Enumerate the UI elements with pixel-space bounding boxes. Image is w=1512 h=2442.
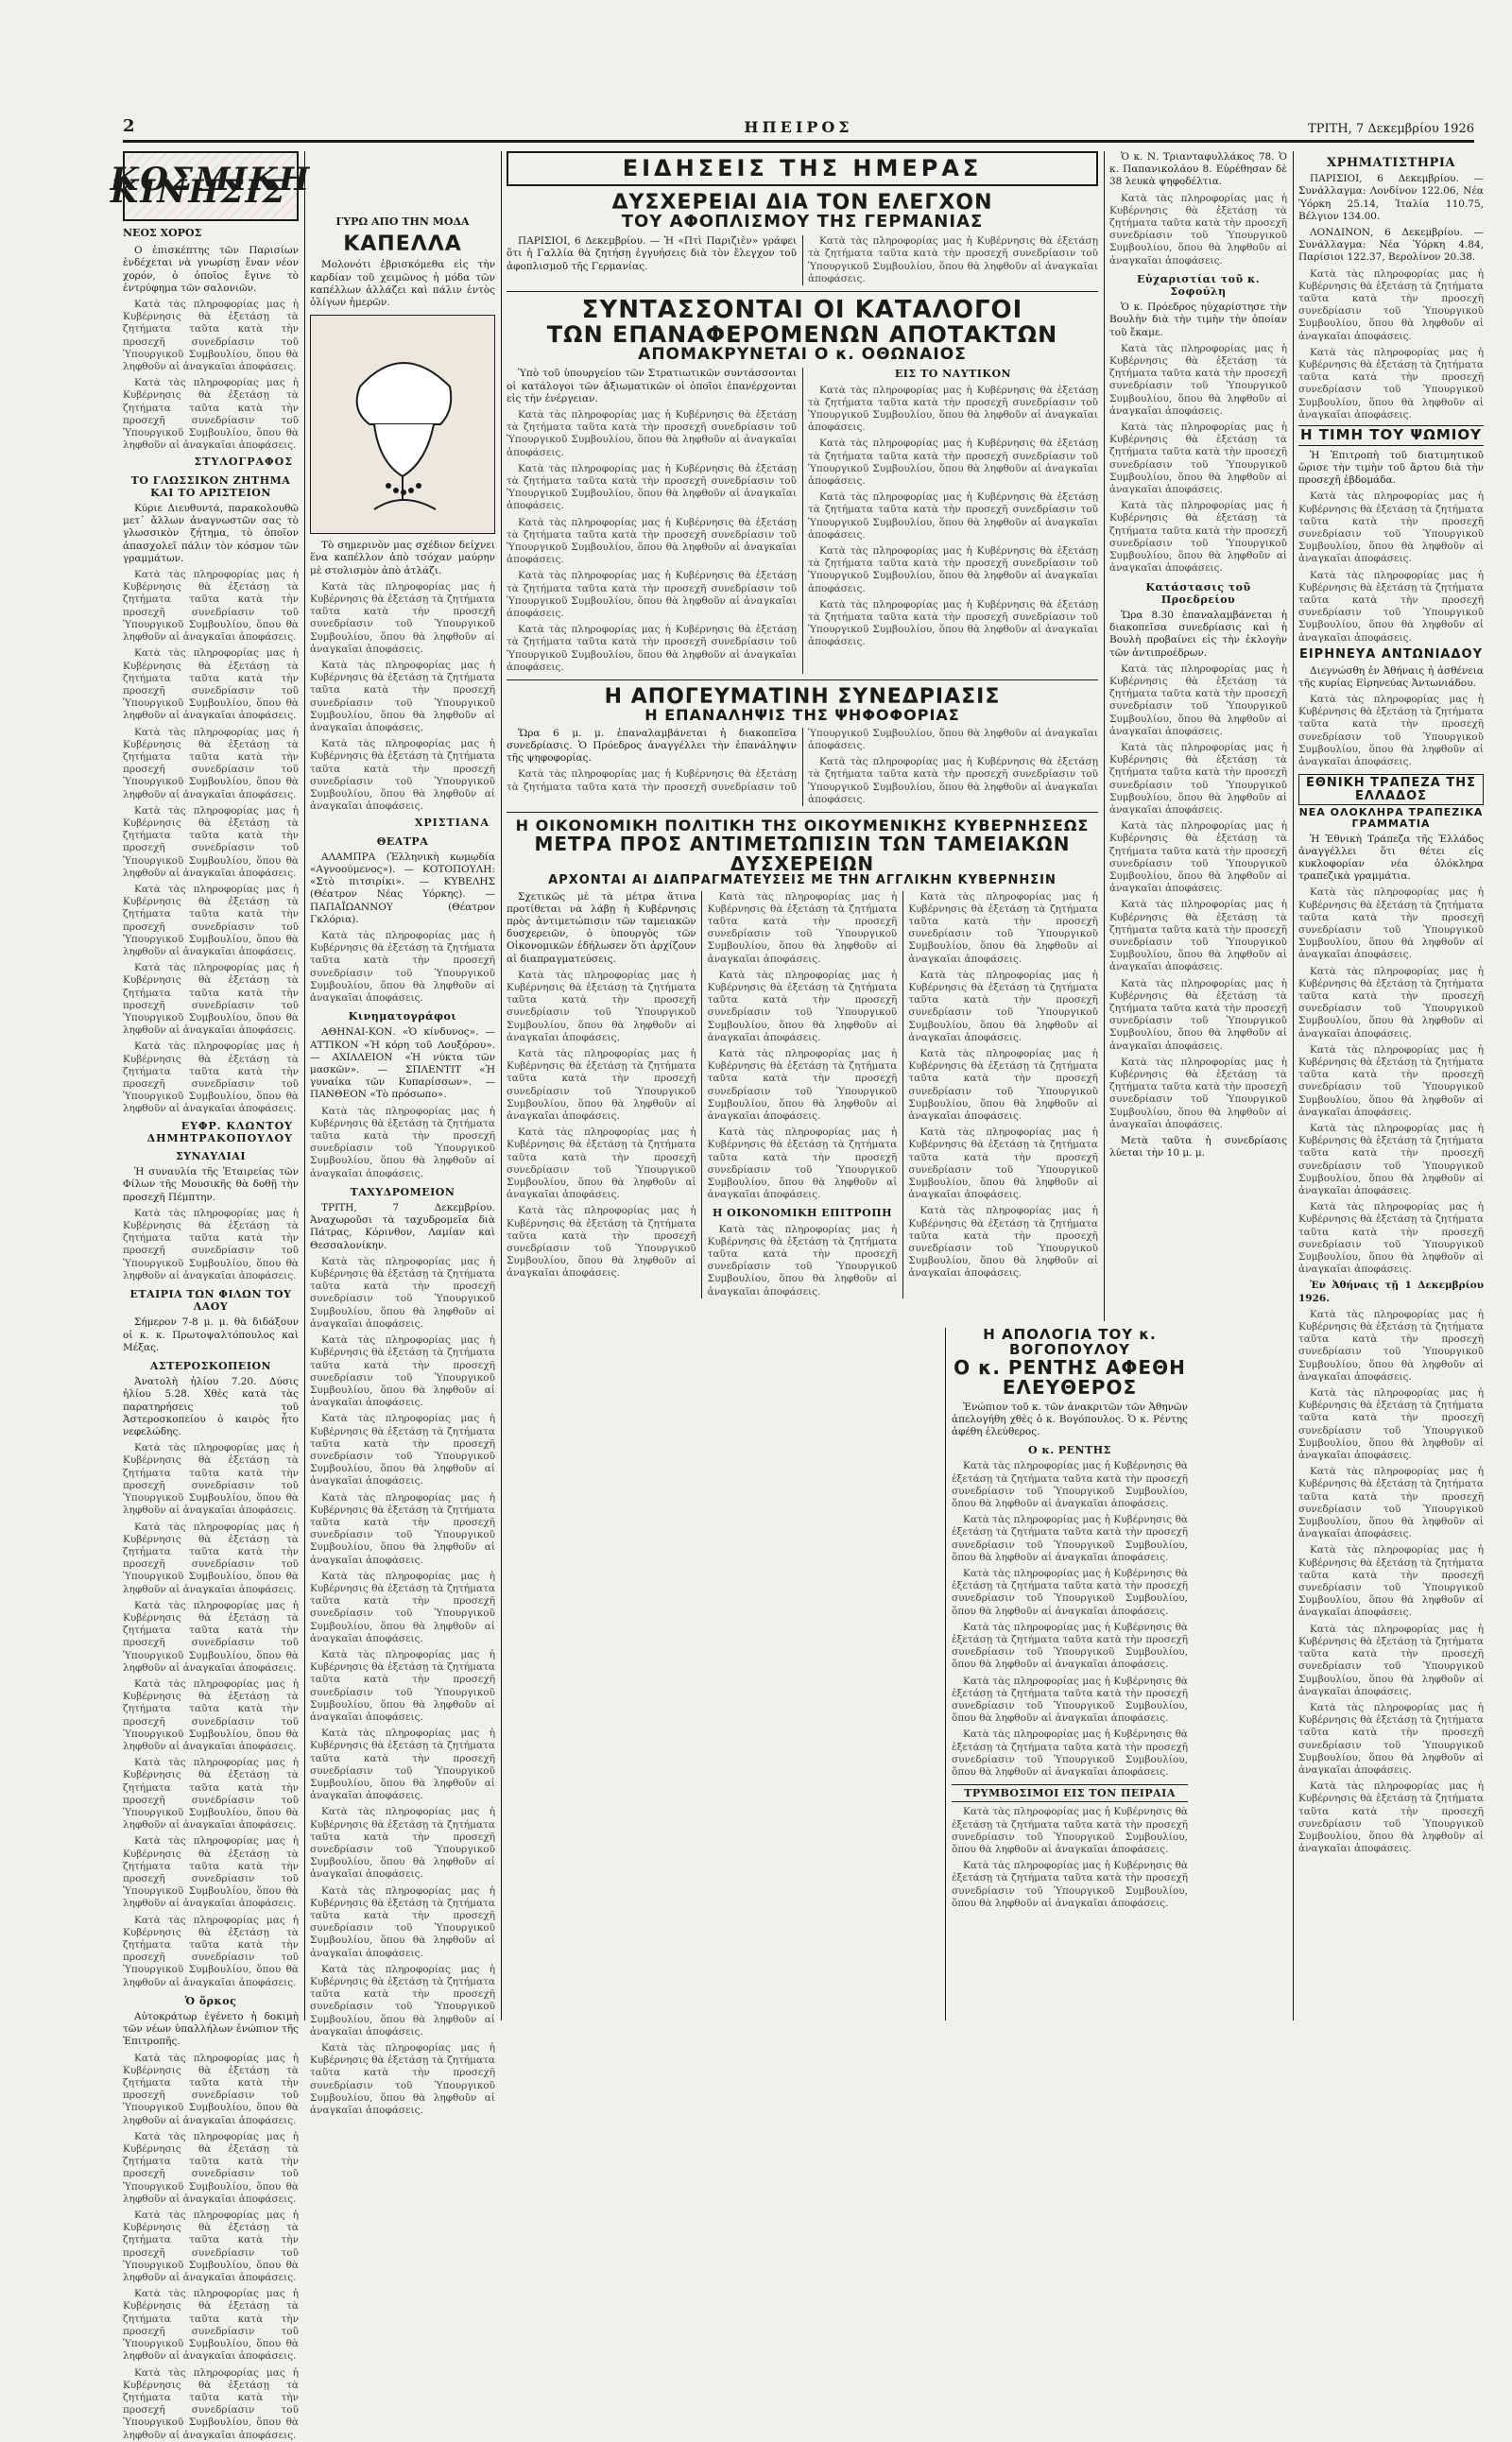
dateline: Ἐν Ἀθήναις τῇ 1 Δεκεμβρίου 1926.	[1298, 1280, 1484, 1304]
filler-text: Κατὰ τὰς πληροφορίας μας ἡ Κυβέρνησις θὰ ἐξετάσῃ τὰ ζητήματα ταῦτα κατὰ τὴν προσεχῆ συνεδρίασιν τοῦ Ὑπουργικοῦ Συμβουλίου, ὅπου θὰ ληφθοῦν αἱ ἀναγκαῖαι ἀποφάσεις.	[1109, 899, 1287, 973]
filler-text: Κατὰ τὰς πληροφορίας μας ἡ Κυβέρνησις θὰ ἐξετάσῃ τὰ ζητήματα ταῦτα κατὰ τὴν προσεχῆ συνεδρίασιν τοῦ Ὑπουργικοῦ Συμβουλίου, ὅπου θὰ ληφθοῦν αἱ ἀναγκαῖαι ἀποφάσεις.	[1109, 977, 1287, 1052]
subhead-committee: Η ΟΙΚΟΝΟΜΙΚΗ ΕΠΙΤΡΟΠΗ	[712, 1207, 893, 1220]
filler-text: Κατὰ τὰς πληροφορίας μας ἡ Κυβέρνησις θὰ ἐξετάσῃ τὰ ζητήματα ταῦτα κατὰ τὴν προσεχῆ συνεδρίασιν τοῦ Ὑπουργικοῦ Συμβουλίου, ὅπου θὰ ληφθοῦν αἱ ἀναγκαῖαι ἀποφάσεις.	[1298, 490, 1484, 565]
column-rule	[501, 151, 502, 2021]
article-text: Ἡ Ἐθνικὴ Τράπεζα τῆς Ἑλλάδος ἀναγγέλλει ὅτι θέτει εἰς κυκλοφορίαν νέα ὁλόκληρα τραπεζικὰ γραμμάτια.	[1298, 833, 1484, 883]
filler-text: Κατὰ τὰς πληροφορίας μας ἡ Κυβέρνησις θὰ ἐξετάσῃ τὰ ζητήματα ταῦτα κατὰ τὴν προσεχῆ συνεδρίασιν τοῦ Ὑπουργικοῦ Συμβουλίου, ὅπου θὰ ληφθοῦν αἱ ἀναγκαῖαι ἀποφάσεις.	[952, 1460, 1188, 1509]
heading-cinemas: Κινηματογράφοι	[348, 1010, 457, 1023]
fashion-subhead	[310, 215, 495, 228]
article-economy	[507, 891, 1098, 1298]
filler-text: Κατὰ τὰς πληροφορίας μας ἡ Κυβέρνησις θὰ ἐξετάσῃ τὰ ζητήματα ταῦτα κατὰ τὴν προσεχῆ συνεδρίασιν τοῦ Ὑπουργικοῦ Συμβουλίου, ὅπου θὰ ληφθοῦν αἱ ἀναγκαῖαι ἀποφάσεις.	[952, 1806, 1188, 1855]
heading-thanks: Εὐχαριστίαι τοῦ κ. Σοφούλη	[1136, 272, 1261, 299]
subhead-navy: ΕΙΣ ΤΟ ΝΑΥΤΙΚΟΝ	[894, 368, 1012, 381]
filler-text: Κατὰ τὰς πληροφορίας μας ἡ Κυβέρνησις θὰ ἐξετάσῃ τὰ ζητήματα ταῦτα κατὰ τὴν προσεχῆ συνεδρίασιν τοῦ Ὑπουργικοῦ Συμβουλίου, ὅπου θὰ ληφθοῦν αἱ ἀναγκαῖαι ἀποφάσεις.	[310, 2042, 495, 2117]
headline-economy-2: ΜΕΤΡΑ ΠΡΟΣ ΑΝΤΙΜΕΤΩΠΙΣΙΝ ΤΩΝ ΤΑΜΕΙΑΚΩΝ ΔΥΣΧΕΡΕΙΩΝ	[534, 832, 1071, 875]
filler-text: Κατὰ τὰς πληροφορίας μας ἡ Κυβέρνησις θὰ ἐξετάσῃ τὰ ζητήματα ταῦτα κατὰ τὴν προσεχῆ συνεδρίασιν τοῦ Ὑπουργικοῦ Συμβουλίου, ὅπου θὰ ληφθοῦν αἱ ἀναγκαῖαι ἀποφάσεις.	[1109, 421, 1287, 496]
heading-post-office: ΤΑΧΥΔΡΟΜΕΙΟΝ	[350, 1185, 455, 1198]
divider	[507, 812, 1098, 813]
subhead-piraeus: ΤΡΥΜΒΟΣΙΜΟΙ ΕΙΣ ΤΟΝ ΠΕΙΡΑΙΑ	[952, 1784, 1188, 1802]
intro-text: Ο ἐπισκέπτης τῶν Παρισίων ἐνδέχεται νὰ γνωρίσῃ ἕναν νέον χορόν, ὁ ὁποῖος ἔγινε τὸ ἐντρύφημα τῶν σαλονιῶν.	[123, 245, 299, 294]
filler-text: Κατὰ τὰς πληροφορίας μας ἡ Κυβέρνησις θὰ ἐξετάσῃ τὰ ζητήματα ταῦτα κατὰ τὴν προσεχῆ συνεδρίασιν τοῦ Ὑπουργικοῦ Συμβουλίου, ὅπου θὰ ληφθοῦν αἱ ἀναγκαῖαι ἀποφάσεις.	[908, 969, 1098, 1043]
divider	[507, 291, 1098, 292]
filler-text: Κατὰ τὰς πληροφορίας μας ἡ Κυβέρνησις θὰ ἐξετάσῃ τὰ ζητήματα ταῦτα κατὰ τὴν προσεχῆ συνεδρίασιν τοῦ Ὑπουργικοῦ Συμβουλίου, ὅπου θὰ ληφθοῦν αἱ ἀναγκαῖαι ἀποφάσεις.	[952, 1621, 1188, 1671]
filler-text: Κατὰ τὰς πληροφορίας μας ἡ Κυβέρνησις θὰ ἐξετάσῃ τὰ ζητήματα ταῦτα κατὰ τὴν προσεχῆ συνεδρίασιν τοῦ Ὑπουργικοῦ Συμβουλίου, ὅπου θὰ ληφθοῦν αἱ ἀναγκαῖαι ἀποφάσεις.	[123, 1914, 299, 1988]
filler-text: Κατὰ τὰς πληροφορίας μας ἡ Κυβέρνησις θὰ ἐξετάσῃ τὰ ζητήματα ταῦτα κατὰ τὴν προσεχῆ συνεδρίασιν τοῦ Ὑπουργικοῦ Συμβουλίου, ὅπου θὰ ληφθοῦν αἱ ἀναγκαῖαι ἀποφάσεις.	[507, 1126, 696, 1201]
filler-text: Κατὰ τὰς πληροφορίας μας ἡ Κυβέρνησις θὰ ἐξετάσῃ τὰ ζητήματα ταῦτα κατὰ τὴν προσεχῆ συνεδρίασιν τοῦ Ὑπουργικοῦ Συμβουλίου, ὅπου θὰ ληφθοῦν αἱ ἀναγκαῖαι ἀποφάσεις.	[310, 1570, 495, 1644]
filler-text: Κατὰ τὰς πληροφορίας μας ἡ Κυβέρνησις θὰ ἐξετάσῃ τὰ ζητήματα ταῦτα κατὰ τὴν προσεχῆ συνεδρίασιν τοῦ Ὑπουργικοῦ Συμβουλίου, ὅπου θὰ ληφθοῦν αἱ ἀναγκαῖαι ἀποφάσεις.	[808, 438, 1098, 487]
fashion-illustration	[310, 315, 495, 534]
filler-text: Κατὰ τὰς πληροφορίας μας ἡ Κυβέρνησις θὰ ἐξετάσῃ τὰ ζητήματα ταῦτα κατὰ τὴν προσεχῆ συνεδρίασιν τοῦ Ὑπουργικοῦ Συμβουλίου, ὅπου θὰ ληφθοῦν αἱ ἀναγκαῖαι ἀποφάσεις.	[1109, 662, 1287, 737]
filler-text: Κατὰ τὰς πληροφορίας μας ἡ Κυβέρνησις θὰ ἐξετάσῃ τὰ ζητήματα ταῦτα κατὰ τὴν προσεχῆ συνεδρίασιν τοῦ Ὑπουργικοῦ Συμβουλίου, ὅπου θὰ ληφθοῦν αἱ ἀναγκαῖαι ἀποφάσεις.	[507, 570, 797, 619]
filler-text: Κατὰ τὰς πληροφορίας μας ἡ Κυβέρνησις θὰ ἐξετάσῃ τὰ ζητήματα ταῦτα κατὰ τὴν προσεχῆ συνεδρίασιν τοῦ Ὑπουργικοῦ Συμβουλίου, ὅπου θὰ ληφθοῦν αἱ ἀναγκαῖαι ἀποφάσεις.	[123, 1599, 299, 1674]
filler-text: Κατὰ τὰς πληροφορίας μας ἡ Κυβέρνησις θὰ ἐξετάσῃ τὰ ζητήματα ταῦτα κατὰ τὴν προσεχῆ συνεδρίασιν τοῦ Ὑπουργικοῦ Συμβουλίου, ὅπου θὰ ληφθοῦν αἱ ἀναγκαῖαι ἀποφάσεις.	[310, 1728, 495, 1802]
subhead-fashion: ΓΥΡΩ ΑΠΟ ΤΗΝ ΜΟΔΑ	[335, 215, 470, 228]
filler-text: Κατὰ τὰς πληροφορίας μας ἡ Κυβέρνησις θὰ ἐξετάσῃ τὰ ζητήματα ταῦτα κατὰ τὴν προσεχῆ συνεδρίασιν τοῦ Ὑπουργικοῦ Συμβουλίου, ὅπου θὰ ληφθοῦν αἱ ἀναγκαῖαι ἀποφάσεις.	[310, 1884, 495, 1959]
heading-friends-society: ΕΤΑΙΡΙΑ ΤΩΝ ΦΙΛΩΝ ΤΟΥ ΛΑΟΥ	[129, 1288, 292, 1314]
page-number: 2	[123, 116, 135, 136]
filler-text: Κατὰ τὰς πληροφορίας μας ἡ Κυβέρνησις θὰ ἐξετάσῃ τὰ ζητήματα ταῦτα κατὰ τὴν προσεχῆ συνεδρίασιν τοῦ Ὑπουργικοῦ Συμβουλίου, ὅπου θὰ ληφθοῦν αἱ ἀναγκαῖαι ἀποφάσεις.	[310, 1413, 495, 1488]
column-society	[110, 151, 312, 2441]
filler-text: Κατὰ τὰς πληροφορίας μας ἡ Κυβέρνησις θὰ ἐξετάσῃ τὰ ζητήματα ταῦτα κατὰ τὴν προσεχῆ συνεδρίασιν τοῦ Ὑπουργικοῦ Συμβουλίου, ὅπου θὰ ληφθοῦν αἱ ἀναγκαῖαι ἀποφάσεις.	[123, 569, 299, 644]
heading-stock-exchange: ΧΡΗΜΑΤΙΣΤΗΡΙΑ	[1327, 156, 1455, 170]
filler-text: Κατὰ τὰς πληροφορίας μας ἡ Κυβέρνησις θὰ ἐξετάσῃ τὰ ζητήματα ταῦτα κατὰ τὴν προσεχῆ συνεδρίασιν τοῦ Ὑπουργικοῦ Συμβουλίου, ὅπου θὰ ληφθοῦν αἱ ἀναγκαῖαι ἀποφάσεις.	[1109, 741, 1287, 816]
filler-text: Κατὰ τὰς πληροφορίας μας ἡ Κυβέρνησις θὰ ἐξετάσῃ τὰ ζητήματα ταῦτα κατὰ τὴν προσεχῆ συνεδρίασιν τοῦ Ὑπουργικοῦ Συμβουλίου, ὅπου θὰ ληφθοῦν αἱ ἀναγκαῖαι ἀποφάσεις.	[123, 1835, 299, 1910]
post-text: ΤΡΙΤΗ, 7 Δεκεμβρίου. Ἀναχωροῦσι τὰ ταχυδρομεῖα διὰ Πάτρας, Κόρινθον, Λαμίαν καὶ Θεσσαλονίκην.	[310, 1202, 495, 1251]
section-logo: ΚΟΣΜΙΚΗ ΚΙΝΗΣΙΣ	[123, 151, 299, 221]
filler-text: Κατὰ τὰς πληροφορίας μας ἡ Κυβέρνησις θὰ ἐξετάσῃ τὰ ζητήματα ταῦτα κατὰ τὴν προσεχῆ συνεδρίασιν τοῦ Ὑπουργικοῦ Συμβουλίου, ὅπου θὰ ληφθοῦν αἱ ἀναγκαῖαι ἀποφάσεις.	[507, 516, 797, 566]
headline-vogopoulos-2: Ο κ. ΡΕΝΤΗΣ ΑΦΕΘΗ ΕΛΕΥΘΕΡΟΣ	[954, 1355, 1186, 1399]
filler-text: Κατὰ τὰς πληροφορίας μας ἡ Κυβέρνησις θὰ ἐξετάσῃ τὰ ζητήματα ταῦτα κατὰ τὴν προσεχῆ συνεδρίασιν τοῦ Ὑπουργικοῦ Συμβουλίου, ὅπου θὰ ληφθοῦν αἱ ἀναγκαῖαι ἀποφάσεις.	[1109, 342, 1287, 417]
heading-national-bank: ΕΘΝΙΚΗ ΤΡΑΠΕΖΑ ΤΗΣ ΕΛΛΑΔΟΣ	[1298, 774, 1484, 805]
article-text: ΛΟΝΔΙΝΟΝ, 6 Δεκεμβρίου. — Συνάλλαγμα: Νέα Ὑόρκη 4.84, Παρίσιοι 122.37, Βερολίνον 20.38.	[1298, 227, 1484, 264]
filler-text: Κατὰ τὰς πληροφορίας μας ἡ Κυβέρνησις θὰ ἐξετάσῃ τὰ ζητήματα ταῦτα κατὰ τὴν προσεχῆ συνεδρίασιν τοῦ Ὑπουργικοῦ Συμβουλίου, ὅπου θὰ ληφθοῦν αἱ ἀναγκαῖαι ἀποφάσεις.	[1109, 1056, 1287, 1130]
filler-text: Κατὰ τὰς πληροφορίας μας ἡ Κυβέρνησις θὰ ἐξετάσῃ τὰ ζητήματα ταῦτα κατὰ τὴν προσεχῆ συνεδρίασιν τοῦ Ὑπουργικοῦ Συμβουλίου, ὅπου θὰ ληφθοῦν αἱ ἀναγκαῖαι ἀποφάσεις.	[1298, 1043, 1484, 1118]
filler-text: Κατὰ τὰς πληροφορίας μας ἡ Κυβέρνησις θὰ ἐξετάσῃ τὰ ζητήματα ταῦτα κατὰ τὴν προσεχῆ συνεδρίασιν τοῦ Ὑπουργικοῦ Συμβουλίου, ὅπου θὰ ληφθοῦν αἱ ἀναγκαῖαι ἀποφάσεις.	[123, 2366, 299, 2441]
filler-text: Κατὰ τὰς πληροφορίας μας ἡ Κυβέρνησις θὰ ἐξετάσῃ τὰ ζητήματα ταῦτα κατὰ τὴν προσεχῆ συνεδρίασιν τοῦ Ὑπουργικοῦ Συμβουλίου, ὅπου θὰ ληφθοῦν αἱ ἀναγκαῖαι ἀποφάσεις.	[1298, 965, 1484, 1040]
cinema-listing: ΑΘΗΝΑΙ-ΚΟΝ. «Ὁ κίνδυνος». — ΑΤΤΙΚΟΝ «Ἡ κόρη τοῦ Λουξόρου». — ΑΧΙΛΛΕΙΟΝ «Ἡ νύκτα τῶν μασκῶν». — ΣΠΛΕΝΤΙΤ «Ἡ γυναίκα τῶν Κυπαρίσσων». — ΠΑΝΘΕΟΝ «Τὸ πρόσωπο».	[310, 1026, 495, 1101]
filler-text: Κατὰ τὰς πληροφορίας μας ἡ Κυβέρνησις θὰ ἐξετάσῃ τὰ ζητήματα ταῦτα κατὰ τὴν προσεχῆ συνεδρίασιν τοῦ Ὑπουργικοῦ Συμβουλίου, ὅπου θὰ ληφθοῦν αἱ ἀναγκαῖαι ἀποφάσεις.	[507, 1047, 696, 1122]
filler-text: Κατὰ τὰς πληροφορίας μας ἡ Κυβέρνησις θὰ ἐξετάσῃ τὰ ζητήματα ταῦτα κατὰ τὴν προσεχῆ συνεδρίασιν τοῦ Ὑπουργικοῦ Συμβουλίου, ὅπου θὰ ληφθοῦν αἱ ἀναγκαῖαι ἀποφάσεις.	[1298, 1701, 1484, 1776]
subhead-new-dance: ΝΕΟΣ ΧΟΡΟΣ	[123, 227, 202, 239]
filler-text: Κατὰ τὰς πληροφορίας μας ἡ Κυβέρνησις θὰ ἐξετάσῃ τὰ ζητήματα ταῦτα κατὰ τὴν προσεχῆ συνεδρίασιν τοῦ Ὑπουργικοῦ Συμβουλίου, ὅπου θὰ ληφθοῦν αἱ ἀναγκαῖαι ἀποφάσεις.	[123, 726, 299, 800]
filler-text: Κατὰ τὰς πληροφορίας μας ἡ Κυβέρνησις θὰ ἐξετάσῃ τὰ ζητήματα ταῦτα κατὰ τὴν προσεχῆ συνεδρίασιν τοῦ Ὑπουργικοῦ Συμβουλίου, ὅπου θὰ ληφθοῦν αἱ ἀναγκαῖαι ἀποφάσεις.	[808, 384, 1098, 434]
article-session	[507, 728, 1098, 806]
filler-text: Κατὰ τὰς πληροφορίας μας ἡ Κυβέρνησις θὰ ἐξετάσῃ τὰ ζητήματα ταῦτα κατὰ τὴν προσεχῆ συνεδρίασιν τοῦ Ὑπουργικοῦ Συμβουλίου, ὅπου θὰ ληφθοῦν αἱ ἀναγκαῖαι ἀποφάσεις.	[1298, 346, 1484, 421]
heading-concerts: ΣΥΝΑΥΛΙΑΙ	[176, 1150, 246, 1163]
headline-session-2: Η ΕΠΑΝΑΛΗΨΙΣ ΤΗΣ ΨΗΦΟΦΟΡΙΑΣ	[644, 706, 960, 725]
filler-text: Κατὰ τὰς πληροφορίας μας ἡ Κυβέρνησις θὰ ἐξετάσῃ τὰ ζητήματα ταῦτα κατὰ τὴν προσεχῆ συνεδρίασιν τοῦ Ὑπουργικοῦ Συμβουλίου, ὅπου θὰ ληφθοῦν αἱ ἀναγκαῖαι ἀποφάσεις.	[1298, 886, 1484, 961]
filler-text: Κατὰ τὰς πληροφορίας μας ἡ Κυβέρνησις θὰ ἐξετάσῃ τὰ ζητήματα ταῦτα κατὰ τὴν προσεχῆ συνεδρίασιν τοῦ Ὑπουργικοῦ Συμβουλίου, ὅπου θὰ ληφθοῦν αἱ ἀναγκαῖαι ἀποφάσεις.	[123, 1207, 299, 1281]
article-text: Ὥρα 6 μ. μ. ἐπαναλαμβάνεται ἡ διακοπεῖσα συνεδρίασις. Ὁ Πρόεδρος ἀναγγέλλει τὴν ἐπανάληψιν τῆς ψηφοφορίας.	[507, 727, 797, 765]
filler-text: Κατὰ τὰς πληροφορίας μας ἡ Κυβέρνησις θὰ ἐξετάσῃ τὰ ζητήματα ταῦτα κατὰ τὴν προσεχῆ συνεδρίασιν τοῦ Ὑπουργικοῦ Συμβουλίου, ὅπου θὰ ληφθοῦν αἱ ἀναγκαῖαι ἀποφάσεις.	[1109, 500, 1287, 575]
article-text: Ἀνατολὴ ἡλίου 7.20. Δύσις ἡλίου 5.28. Χθὲς κατὰ τὰς παρατηρήσεις τοῦ Ἀστεροσκοπείου ὁ καιρὸς ἦτο νεφελώδης.	[123, 1376, 299, 1438]
filler-text: Κατὰ τὰς πληροφορίας μας ἡ Κυβέρνησις θὰ ἐξετάσῃ τὰ ζητήματα ταῦτα κατὰ τὴν προσεχῆ συνεδρίασιν τοῦ Ὑπουργικοῦ Συμβουλίου, ὅπου θὰ ληφθοῦν αἱ ἀναγκαῖαι ἀποφάσεις.	[507, 1205, 696, 1280]
filler-text: Κατὰ τὰς πληροφορίας μας ἡ Κυβέρνησις θὰ ἐξετάσῃ τὰ ζητήματα ταῦτα κατὰ τὴν προσεχῆ συνεδρίασιν τοῦ Ὑπουργικοῦ Συμβουλίου, ὅπου θὰ ληφθοῦν αἱ ἀναγκαῖαι ἀποφάσεις.	[1298, 1544, 1484, 1619]
headline-session-1: Η ΑΠΟΓΕΥΜΑΤΙΝΗ ΣΥΝΕΔΡΙΑΣΙΣ	[604, 684, 1001, 709]
filler-text: Κατὰ τὰς πληροφορίας μας ἡ Κυβέρνησις θὰ ἐξετάσῃ τὰ ζητήματα ταῦτα κατὰ τὴν προσεχῆ συνεδρίασιν τοῦ Ὑπουργικοῦ Συμβουλίου, ὅπου θὰ ληφθοῦν αἱ ἀναγκαῖαι ἀποφάσεις.	[123, 299, 299, 373]
section-subheads	[123, 227, 299, 239]
article-text: Ὑπὸ τοῦ ὑπουργείου τῶν Στρατιωτικῶν συντάσσονται οἱ κατάλογοι τῶν ἀξιωματικῶν οἱ ὁποῖοι ἐπανέρχονται εἰς τὴν ἐνέργειαν.	[507, 368, 797, 404]
heading-observatory: ΑΣΤΕΡΟΣΚΟΠΕΙΟΝ	[149, 1360, 272, 1373]
filler-text: Κατὰ τὰς πληροφορίας μας ἡ Κυβέρνησις θὰ ἐξετάσῃ τὰ ζητήματα ταῦτα κατὰ τὴν προσεχῆ συνεδρίασιν τοῦ Ὑπουργικοῦ Συμβουλίου, ὅπου θὰ ληφθοῦν αἱ ἀναγκαῖαι ἀποφάσεις.	[952, 1514, 1188, 1563]
filler-text: Κατὰ τὰς πληροφορίας μας ἡ Κυβέρνησις θὰ ἐξετάσῃ τὰ ζητήματα ταῦτα κατὰ τὴν προσεχῆ συνεδρίασιν τοῦ Ὑπουργικοῦ Συμβουλίου, ὅπου θὰ ληφθοῦν αἱ ἀναγκαῖαι ἀποφάσεις.	[1298, 1201, 1484, 1276]
signature-rentis: Ο κ. ΡΕΝΤΗΣ	[1028, 1444, 1111, 1457]
filler-text: Κατὰ τὰς πληροφορίας μας ἡ Κυβέρνησις θὰ ἐξετάσῃ τὰ ζητήματα ταῦτα κατὰ τὴν προσεχῆ συνεδρίασιν τοῦ Ὑπουργικοῦ Συμβουλίου, ὅπου θὰ ληφθοῦν αἱ ἀναγκαῖαι ἀποφάσεις.	[952, 1567, 1188, 1617]
headline-lists-3: ΑΠΟΜΑΚΡΥΝΕΤΑΙ Ο κ. ΟΘΩΝΑΙΟΣ	[638, 345, 967, 365]
article-text: Ἐνώπιον τοῦ κ. τῶν ἀνακριτῶν τῶν Ἀθηνῶν ἀπελογήθη χθὲς ὁ κ. Βογόπουλος. Ὁ κ. Ρέντης ἀφέθη ἐλεύθερος.	[952, 1401, 1188, 1437]
heading-presidium: Κατάστασις τοῦ Προεδρείου	[1145, 580, 1251, 606]
article-text: Ὁ κ. Πρόεδρος ηὐχαρίστησε τὴν Βουλὴν διὰ τὴν τιμὴν τὴν ὁποίαν τοῦ ἔκαμε.	[1109, 301, 1287, 338]
filler-text: Κατὰ τὰς πληροφορίας μας ἡ Κυβέρνησις θὰ ἐξετάσῃ τὰ ζητήματα ταῦτα κατὰ τὴν προσεχῆ συνεδρίασιν τοῦ Ὑπουργικοῦ Συμβουλίου, ὅπου θὰ ληφθοῦν αἱ ἀναγκαῖαι ἀποφάσεις.	[707, 969, 898, 1043]
filler-text: Κατὰ τὰς πληροφορίας μας ἡ Κυβέρνησις θὰ ἐξετάσῃ τὰ ζητήματα ταῦτα κατὰ τὴν προσεχῆ συνεδρίασιν τοῦ Ὑπουργικοῦ Συμβουλίου, ὅπου θὰ ληφθοῦν αἱ ἀναγκαῖαι ἀποφάσεις.	[310, 1334, 495, 1409]
column-parliament	[1109, 151, 1287, 1321]
author-signature: ΣΤΥΛΟΓΡΑΦΟΣ	[194, 456, 293, 469]
filler-text: Κατὰ τὰς πληροφορίας μας ἡ Κυβέρνησις θὰ ἐξετάσῃ τὰ ζητήματα ταῦτα κατὰ τὴν προσεχῆ συνεδρίασιν τοῦ Ὑπουργικοῦ Συμβουλίου, ὅπου θὰ ληφθοῦν αἱ ἀναγκαῖαι ἀποφάσεις.	[808, 235, 1098, 284]
hat-lady-icon	[322, 320, 483, 528]
filler-text: Κατὰ τὰς πληροφορίας μας ἡ Κυβέρνησις θὰ ἐξετάσῃ τὰ ζητήματα ταῦτα κατὰ τὴν προσεχῆ συνεδρίασιν τοῦ Ὑπουργικοῦ Συμβουλίου, ὅπου θὰ ληφθοῦν αἱ ἀναγκαῖαι ἀποφάσεις.	[123, 2210, 299, 2284]
article-text: Μετὰ ταῦτα ἡ συνεδρίασις λύεται τὴν 10 μ. μ.	[1109, 1135, 1287, 1160]
filler-text: Κατὰ τὰς πληροφορίας μας ἡ Κυβέρνησις θὰ ἐξετάσῃ τὰ ζητήματα ταῦτα κατὰ τὴν προσεχῆ συνεδρίασιν τοῦ Ὑπουργικοῦ Συμβουλίου, ὅπου θὰ ληφθοῦν αἱ ἀναγκαῖαι ἀποφάσεις.	[908, 1205, 1098, 1280]
column-finance	[1298, 151, 1484, 2021]
filler-text: Κατὰ τὰς πληροφορίας μας ἡ Κυβέρνησις θὰ ἐξετάσῃ τὰ ζητήματα ταῦτα κατὰ τὴν προσεχῆ συνεδρίασιν τοῦ Ὑπουργικοῦ Συμβουλίου, ὅπου θὰ ληφθοῦν αἱ ἀναγκαῖαι ἀποφάσεις.	[310, 659, 495, 733]
filler-text: Κατὰ τὰς πληροφορίας μας ἡ Κυβέρνησις θὰ ἐξετάσῃ τὰ ζητήματα ταῦτα κατὰ τὴν προσεχῆ συνεδρίασιν τοῦ Ὑπουργικοῦ Συμβουλίου, ὅπου θὰ ληφθοῦν αἱ ἀναγκαῖαι ἀποφάσεις.	[507, 462, 797, 512]
filler-text: Κατὰ τὰς πληροφορίας μας ἡ Κυβέρνησις θὰ ἐξετάσῃ τὰ ζητήματα ταῦτα κατὰ τὴν προσεχῆ συνεδρίασιν τοῦ Ὑπουργικοῦ Συμβουλίου, ὅπου θὰ ληφθοῦν αἱ ἀναγκαῖαι ἀποφάσεις.	[952, 1675, 1188, 1725]
column-rule	[1104, 151, 1105, 1321]
filler-text: Κατὰ τὰς πληροφορίας μας ἡ Κυβέρνησις θὰ ἐξετάσῃ τὰ ζητήματα ταῦτα κατὰ τὴν προσεχῆ συνεδρίασιν τοῦ Ὑπουργικοῦ Συμβουλίου, ὅπου θὰ ληφθοῦν αἱ ἀναγκαῖαι ἀποφάσεις.	[808, 756, 1098, 805]
column-rule	[1293, 151, 1294, 2021]
filler-text: Κατὰ τὰς πληροφορίας μας ἡ Κυβέρνησις θὰ ἐξετάσῃ τὰ ζητήματα ταῦτα κατὰ τὴν προσεχῆ συνεδρίασιν τοῦ Ὑπουργικοῦ Συμβουλίου, ὅπου θὰ ληφθοῦν αἱ ἀναγκαῖαι ἀποφάσεις.	[908, 890, 1098, 965]
column-rule	[304, 151, 305, 2021]
masthead: ΗΠΕΙΡΟΣ	[744, 118, 853, 136]
heading-language-question: ΤΟ ΓΛΩΣΣΙΚΟΝ ΖΗΤΗΜΑ ΚΑΙ ΤΟ ΑΡΙΣΤΕΙΟΝ	[130, 473, 291, 499]
headline-disarmament-1: ΔΥΣΧΕΡΕΙΑΙ ΔΙΑ ΤΟΝ ΕΛΕΓΧΟΝ	[611, 191, 993, 215]
article-vogopoulos	[945, 1328, 1188, 2021]
running-header	[123, 112, 1474, 143]
article-lists	[507, 368, 1098, 674]
filler-text: Κατὰ τὰς πληροφορίας μας ἡ Κυβέρνησις θὰ ἐξετάσῃ τὰ ζητήματα ταῦτα κατὰ τὴν προσεχῆ συνεδρίασιν τοῦ Ὑπουργικοῦ Συμβουλίου, ὅπου θὰ ληφθοῦν αἱ ἀναγκαῖαι ἀποφάσεις.	[707, 1047, 898, 1122]
filler-text: Κατὰ τὰς πληροφορίας μας ἡ Κυβέρνησις θὰ ἐξετάσῃ τὰ ζητήματα ταῦτα κατὰ τὴν προσεχῆ συνεδρίασιν τοῦ Ὑπουργικοῦ Συμβουλίου, ὅπου θὰ ληφθοῦν αἱ ἀναγκαῖαι ἀποφάσεις.	[310, 1806, 495, 1881]
filler-text: Κατὰ τὰς πληροφορίας μας ἡ Κυβέρνησις θὰ ἐξετάσῃ τὰ ζητήματα ταῦτα κατὰ τὴν προσεχῆ συνεδρίασιν τοῦ Ὑπουργικοῦ Συμβουλίου, ὅπου θὰ ληφθοῦν αἱ ἀναγκαῖαι ἀποφάσεις.	[310, 738, 495, 813]
filler-text: Κατὰ τὰς πληροφορίας μας ἡ Κυβέρνησις θὰ ἐξετάσῃ τὰ ζητήματα ταῦτα κατὰ τὴν προσεχῆ συνεδρίασιν τοῦ Ὑπουργικοῦ Συμβουλίου, ὅπου θὰ ληφθοῦν αἱ ἀναγκαῖαι ἀποφάσεις.	[1298, 267, 1484, 342]
heading-hats: ΚΑΠΕΛΛΑ	[343, 232, 462, 257]
article-text: Σήμερον 7-8 μ. μ. θὰ διδάξουν οἱ κ. κ. Πρωτοψαλτόπουλος καὶ Μέξας.	[123, 1316, 299, 1353]
article-text: Τὸ σημερινὸν μας σχέδιον δείχνει ἕνα καπέλλον ἀπὸ τσόχαν μαύρην μὲ στολισμὸν ἀπὸ ἀτλάζι.	[310, 540, 495, 576]
filler-text: Κατὰ τὰς πληροφορίας μας ἡ Κυβέρνησις θὰ ἐξετάσῃ τὰ ζητήματα ταῦτα κατὰ τὴν προσεχῆ συνεδρίασιν τοῦ Ὑπουργικοῦ Συμβουλίου, ὅπου θὰ ληφθοῦν αἱ ἀναγκαῖαι ἀποφάσεις.	[310, 930, 495, 1005]
author-signature: ΕΥΦΡ. ΚΛΩΝΤΟΥ ΔΗΜΗΤΡΑΚΟΠΟΥΛΟΥ	[146, 1119, 293, 1144]
filler-text: Κατὰ τὰς πληροφορίας μας ἡ Κυβέρνησις θὰ ἐξετάσῃ τὰ ζητήματα ταῦτα κατὰ τὴν προσεχῆ συνεδρίασιν τοῦ Ὑπουργικοῦ Συμβουλίου, ὅπου θὰ ληφθοῦν αἱ ἀναγκαῖαι ἀποφάσεις.	[1298, 1466, 1484, 1540]
filler-text: Κατὰ τὰς πληροφορίας μας ἡ Κυβέρνησις θὰ ἐξετάσῃ τὰ ζητήματα ταῦτα κατὰ τὴν προσεχῆ συνεδρίασιν τοῦ Ὑπουργικοῦ Συμβουλίου, ὅπου θὰ ληφθοῦν αἱ ἀναγκαῖαι ἀποφάσεις.	[808, 491, 1098, 541]
filler-text: Κατὰ τὰς πληροφορίας μας ἡ Κυβέρνησις θὰ ἐξετάσῃ τὰ ζητήματα ταῦτα κατὰ τὴν προσεχῆ συνεδρίασιν τοῦ Ὑπουργικοῦ Συμβουλίου, ὅπου θὰ ληφθοῦν αἱ ἀναγκαῖαι ἀποφάσεις.	[707, 1126, 898, 1201]
filler-text: Κατὰ τὰς πληροφορίας μας ἡ Κυβέρνησις θὰ ἐξετάσῃ τὰ ζητήματα ταῦτα κατὰ τὴν προσεχῆ συνεδρίασιν τοῦ Ὑπουργικοῦ Συμβουλίου, ὅπου θὰ ληφθοῦν αἱ ἀναγκαῖαι ἀποφάσεις.	[123, 1677, 299, 1752]
filler-text: Κατὰ τὰς πληροφορίας μας ἡ Κυβέρνησις θὰ ἐξετάσῃ τὰ ζητήματα ταῦτα κατὰ τὴν προσεχῆ συνεδρίασιν τοῦ Ὑπουργικοῦ Συμβουλίου, ὅπου θὰ ληφθοῦν αἱ ἀναγκαῖαι ἀποφάσεις.	[310, 1491, 495, 1566]
filler-text: Κατὰ τὰς πληροφορίας μας ἡ Κυβέρνησις θὰ ἐξετάσῃ τὰ ζητήματα ταῦτα κατὰ τὴν προσεχῆ συνεδρίασιν τοῦ Ὑπουργικοῦ Συμβουλίου, ὅπου θὰ ληφθοῦν αἱ ἀναγκαῖαι ἀποφάσεις.	[123, 2052, 299, 2126]
theatre-listing: ΑΛΑΜΠΡΑ (Ἑλληνικὴ κωμῳδία «Αγνοούμενος»). — ΚΟΤΟΠΟΥΛΗ: «Στὸ πιτσιρίκι». — ΚΥΒΕΛΗΣ (Θέατρον Νέας Υόρκης). — ΠΑΠΑΪΩΑΝΝΟΥ (Θέατρον Γκλόρια).	[310, 851, 495, 925]
article-text: ΠΑΡΙΣΙΟΙ, 6 Δεκεμβρίου. — Ἡ «Πτὶ Παριζιὲν» γράφει ὅτι ἡ Γαλλία θὰ ζητήσῃ ἐγγυήσεις διὰ τὸν ἔλεγχον τοῦ ἀφοπλισμοῦ τῆς Γερμανίας.	[507, 235, 797, 272]
article-disarmament	[507, 235, 1098, 285]
heading-oath: Ὁ ὅρκος	[184, 1994, 237, 2007]
filler-text: Κατὰ τὰς πληροφορίας μας ἡ Κυβέρνησις θὰ ἐξετάσῃ τὰ ζητήματα ταῦτα κατὰ τὴν προσεχῆ συνεδρίασιν τοῦ Ὑπουργικοῦ Συμβουλίου, ὅπου θὰ ληφθοῦν αἱ ἀναγκαῖαι ἀποφάσεις.	[123, 2130, 299, 2205]
heading-banknotes: ΝΕΑ ΟΛΟΚΛΗΡΑ ΤΡΑΠΕΖΙΚΑ ΓΡΑΜΜΑΤΙΑ	[1298, 806, 1484, 830]
filler-text: Κατὰ τὰς πληροφορίας μας ἡ Κυβέρνησις θὰ ἐξετάσῃ τὰ ζητήματα ταῦτα κατὰ τὴν προσεχῆ συνεδρίασιν τοῦ Ὑπουργικοῦ Συμβουλίου, ὅπου θὰ ληφθοῦν αἱ ἀναγκαῖαι ἀποφάσεις.	[507, 624, 797, 673]
article-text: Ἡ Ἐπιτροπὴ τοῦ διατιμητικοῦ ὥρισε τὴν τιμὴν τοῦ ἄρτου διὰ τὴν προσεχῆ ἑβδομάδα.	[1298, 449, 1484, 487]
filler-text: Κατὰ τὰς πληροφορίας μας ἡ Κυβέρνησις θὰ ἐξετάσῃ τὰ ζητήματα ταῦτα κατὰ τὴν προσεχῆ συνεδρίασιν τοῦ Ὑπουργικοῦ Συμβουλίου, ὅπου θὰ ληφθοῦν αἱ ἀναγκαῖαι ἀποφάσεις.	[1109, 192, 1287, 267]
article-text: Κύριε Διευθυντά, παρακολουθῶ μετ᾽ ἄλλων ἀναγνωστῶν σας τὸ γλωσσικὸν ζήτημα, τὸ ὁποῖον ἀπασχολεῖ πάλιν τὸν κόσμον τῶν γραμμάτων.	[123, 503, 299, 564]
filler-text: Κατὰ τὰς πληροφορίας μας ἡ Κυβέρνησις θὰ ἐξετάσῃ τὰ ζητήματα ταῦτα κατὰ τὴν προσεχῆ συνεδρίασιν τοῦ Ὑπουργικοῦ Συμβουλίου, ὅπου θὰ ληφθοῦν αἱ ἀναγκαῖαι ἀποφάσεις.	[908, 1047, 1098, 1122]
article-text: Διεγνώσθη ἐν Ἀθήναις ἡ ἀσθένεια τῆς κυρίας Εἰρηνεύας Ἀντωνιάδου.	[1298, 664, 1484, 689]
author-signature: ΧΡΙΣΤΙΑΝΑ	[414, 817, 490, 830]
filler-text: Κατὰ τὰς πληροφορίας μας ἡ Κυβέρνησις θὰ ἐξετάσῃ τὰ ζητήματα ταῦτα κατὰ τὴν προσεχῆ συνεδρίασιν τοῦ Ὑπουργικοῦ Συμβουλίου, ὅπου θὰ ληφθοῦν αἱ ἀναγκαῖαι ἀποφάσεις.	[507, 408, 797, 458]
filler-text: Κατὰ τὰς πληροφορίας μας ἡ Κυβέρνησις θὰ ἐξετάσῃ τὰ ζητήματα ταῦτα κατὰ τὴν προσεχῆ συνεδρίασιν τοῦ Ὑπουργικοῦ Συμβουλίου, ὅπου θὰ ληφθοῦν αἱ ἀναγκαῖαι ἀποφάσεις.	[1109, 820, 1287, 895]
headline-vogopoulos-1: Η ΑΠΟΛΟΓΙΑ ΤΟΥ κ. ΒΟΓΟΠΟΥΛΟΥ	[983, 1326, 1157, 1358]
headline-disarmament-2: ΤΟΥ ΑΦΟΠΛΙΣΜΟΥ ΤΗΣ ΓΕΡΜΑΝΙΑΣ	[621, 212, 984, 232]
filler-text: Κατὰ τὰς πληροφορίας μας ἡ Κυβέρνησις θὰ ἐξετάσῃ τὰ ζητήματα ταῦτα κατὰ τὴν προσεχῆ συνεδρίασιν τοῦ Ὑπουργικοῦ Συμβουλίου, ὅπου θὰ ληφθοῦν αἱ ἀναγκαῖαι ἀποφάσεις.	[310, 1963, 495, 2038]
news-ribbon: ΕΙΔΗΣΕΙΣ ΤΗΣ ΗΜΕΡΑΣ	[507, 151, 1098, 186]
column-fashion	[310, 151, 495, 2117]
filler-text: Κατὰ τὰς πληροφορίας μας ἡ Κυβέρνησις θὰ ἐξετάσῃ τὰ ζητήματα ταῦτα κατὰ τὴν προσεχῆ συνεδρίασιν τοῦ Ὑπουργικοῦ Συμβουλίου, ὅπου θὰ ληφθοῦν αἱ ἀναγκαῖαι ἀποφάσεις.	[123, 1757, 299, 1832]
filler-text: Κατὰ τὰς πληροφορίας μας ἡ Κυβέρνησις θὰ ἐξετάσῃ τὰ ζητήματα ταῦτα κατὰ τὴν προσεχῆ συνεδρίασιν τοῦ Ὑπουργικοῦ Συμβουλίου, ὅπου θὰ ληφθοῦν αἱ ἀναγκαῖαι ἀποφάσεις.	[707, 890, 898, 965]
headline-lists-2: ΤΩΝ ΕΠΑΝΑΦΕΡΟΜΕΝΩΝ ΑΠΟΤΑΚΤΩΝ	[546, 321, 1058, 349]
filler-text: Κατὰ τὰς πληροφορίας μας ἡ Κυβέρνησις θὰ ἐξετάσῃ τὰ ζητήματα ταῦτα κατὰ τὴν προσεχῆ συνεδρίασιν τοῦ Ὑπουργικοῦ Συμβουλίου, ὅπου θὰ ληφθοῦν αἱ ἀναγκαῖαι ἀποφάσεις.	[707, 1223, 898, 1298]
headline-economy-3: ΑΡΧΟΝΤΑΙ ΑΙ ΔΙΑΠΡΑΓΜΑΤΕΥΣΕΙΣ ΜΕ ΤΗΝ ΑΓΓΛΙΚΗΝ ΚΥΒΕΡΝΗΣΙΝ	[548, 872, 1057, 887]
heading-antoniadou: ΕΙΡΗΝΕΥΑ ΑΝΤΩΝΙΑΔΟΥ	[1298, 646, 1484, 662]
filler-text: Κατὰ τὰς πληροφορίας μας ἡ Κυβέρνησις θὰ ἐξετάσῃ τὰ ζητήματα ταῦτα κατὰ τὴν προσεχῆ συνεδρίασιν τοῦ Ὑπουργικοῦ Συμβουλίου, ὅπου θὰ ληφθοῦν αἱ ἀναγκαῖαι ἀποφάσεις.	[123, 1442, 299, 1517]
filler-text: Κατὰ τὰς πληροφορίας μας ἡ Κυβέρνησις θὰ ἐξετάσῃ τὰ ζητήματα ταῦτα κατὰ τὴν προσεχῆ συνεδρίασιν τοῦ Ὑπουργικοῦ Συμβουλίου, ὅπου θὰ ληφθοῦν αἱ ἀναγκαῖαι ἀποφάσεις.	[1298, 693, 1484, 767]
filler-text: Κατὰ τὰς πληροφορίας μας ἡ Κυβέρνησις θὰ ἐξετάσῃ τὰ ζητήματα ταῦτα κατὰ τὴν προσεχῆ συνεδρίασιν τοῦ Ὑπουργικοῦ Συμβουλίου, ὅπου θὰ ληφθοῦν αἱ ἀναγκαῖαι ἀποφάσεις.	[123, 647, 299, 722]
filler-text: Κατὰ τὰς πληροφορίας μας ἡ Κυβέρνησις θὰ ἐξετάσῃ τὰ ζητήματα ταῦτα κατὰ τὴν προσεχῆ συνεδρίασιν τοῦ Ὑπουργικοῦ Συμβουλίου, ὅπου θὰ ληφθοῦν αἱ ἀναγκαῖαι ἀποφάσεις.	[123, 962, 299, 1037]
filler-text: Κατὰ τὰς πληροφορίας μας ἡ Κυβέρνησις θὰ ἐξετάσῃ τὰ ζητήματα ταῦτα κατὰ τὴν προσεχῆ συνεδρίασιν τοῦ Ὑπουργικοῦ Συμβουλίου, ὅπου θὰ ληφθοῦν αἱ ἀναγκαῖαι ἀποφάσεις.	[310, 580, 495, 655]
filler-text: Κατὰ τὰς πληροφορίας μας ἡ Κυβέρνησις θὰ ἐξετάσῃ τὰ ζητήματα ταῦτα κατὰ τὴν προσεχῆ συνεδρίασιν τοῦ Ὑπουργικοῦ Συμβουλίου, ὅπου θὰ ληφθοῦν αἱ ἀναγκαῖαι ἀποφάσεις.	[1298, 1623, 1484, 1697]
filler-text: Κατὰ τὰς πληροφορίας μας ἡ Κυβέρνησις θὰ ἐξετάσῃ τὰ ζητήματα ταῦτα κατὰ τὴν προσεχῆ συνεδρίασιν τοῦ Ὑπουργικοῦ Συμβουλίου, ὅπου θὰ ληφθοῦν αἱ ἀναγκαῖαι ἀποφάσεις.	[1298, 1308, 1484, 1383]
divider	[507, 679, 1098, 680]
article-text: Ὥρα 8.30 ἐπαναλαμβάνεται ἡ διακοπεῖσα συνεδρίασις καὶ ἡ Βουλὴ προβαίνει εἰς τὴν ἐκλογὴν τῶν ἀντιπροέδρων.	[1109, 609, 1287, 659]
filler-text: Κατὰ τὰς πληροφορίας μας ἡ Κυβέρνησις θὰ ἐξετάσῃ τὰ ζητήματα ταῦτα κατὰ τὴν προσεχῆ συνεδρίασιν τοῦ Ὑπουργικοῦ Συμβουλίου, ὅπου θὰ ληφθοῦν αἱ ἀναγκαῖαι ἀποφάσεις.	[123, 1521, 299, 1595]
filler-text: Κατὰ τὰς πληροφορίας μας ἡ Κυβέρνησις θὰ ἐξετάσῃ τὰ ζητήματα ταῦτα κατὰ τὴν προσεχῆ συνεδρίασιν τοῦ Ὑπουργικοῦ Συμβουλίου, ὅπου θὰ ληφθοῦν αἱ ἀναγκαῖαι ἀποφάσεις.	[952, 1860, 1188, 1909]
filler-text: Κατὰ τὰς πληροφορίας μας ἡ Κυβέρνησις θὰ ἐξετάσῃ τὰ ζητήματα ταῦτα κατὰ τὴν προσεχῆ συνεδρίασιν τοῦ Ὑπουργικοῦ Συμβουλίου, ὅπου θὰ ληφθοῦν αἱ ἀναγκαῖαι ἀποφάσεις.	[310, 1255, 495, 1330]
article-text: Σχετικῶς μὲ τὰ μέτρα ἅτινα προτίθεται νὰ λάβῃ ἡ Κυβέρνησις πρὸς ἀντιμετώπισιν τῶν ταμειακῶν δυσχερειῶν, ὁ ὑπουργὸς τῶν Οἰκονομικῶν ἐδήλωσεν ὅτι ἀρχίζουν αἱ διαπραγματεύσεις.	[507, 890, 696, 965]
filler-text: Κατὰ τὰς πληροφορίας μας ἡ Κυβέρνησις θὰ ἐξετάσῃ τὰ ζητήματα ταῦτα κατὰ τὴν προσεχῆ συνεδρίασιν τοῦ Ὑπουργικοῦ Συμβουλίου, ὅπου θὰ ληφθοῦν αἱ ἀναγκαῖαι ἀποφάσεις.	[310, 1105, 495, 1179]
filler-text: Κατὰ τὰς πληροφορίας μας ἡ Κυβέρνησις θὰ ἐξετάσῃ τὰ ζητήματα ταῦτα κατὰ τὴν προσεχῆ συνεδρίασιν τοῦ Ὑπουργικοῦ Συμβουλίου, ὅπου θὰ ληφθοῦν αἱ ἀναγκαῖαι ἀποφάσεις.	[808, 544, 1098, 594]
article-text: Αὐτοκράτωρ ἐγένετο ἡ δοκιμὴ τῶν νέων ὑπαλλήλων ἐνώπιον τῆς Ἐπιτροπῆς.	[123, 2011, 299, 2048]
filler-text: Κατὰ τὰς πληροφορίας μας ἡ Κυβέρνησις θὰ ἐξετάσῃ τὰ ζητήματα ταῦτα κατὰ τὴν προσεχῆ συνεδρίασιν τοῦ Ὑπουργικοῦ Συμβουλίου, ὅπου θὰ ληφθοῦν αἱ ἀναγκαῖαι ἀποφάσεις.	[1298, 1387, 1484, 1462]
heading-bread-price: Η ΤΙΜΗ ΤΟΥ ΨΩΜΙΟΥ	[1298, 425, 1484, 446]
filler-text: Κατὰ τὰς πληροφορίας μας ἡ Κυβέρνησις θὰ ἐξετάσῃ τὰ ζητήματα ταῦτα κατὰ τὴν προσεχῆ συνεδρίασιν τοῦ Ὑπουργικοῦ Συμβουλίου, ὅπου θὰ ληφθοῦν αἱ ἀναγκαῖαι ἀποφάσεις.	[1298, 569, 1484, 644]
article-text: ΠΑΡΙΣΙΟΙ, 6 Δεκεμβρίου. — Συνάλλαγμα: Λονδίνον 122.06, Νέα Ὑόρκη 25.14, Ἰταλία 110.75, Βέλγιον 134.00.	[1298, 173, 1484, 222]
filler-text: Κατὰ τὰς πληροφορίας μας ἡ Κυβέρνησις θὰ ἐξετάσῃ τὰ ζητήματα ταῦτα κατὰ τὴν προσεχῆ συνεδρίασιν τοῦ Ὑπουργικοῦ Συμβουλίου, ὅπου θὰ ληφθοῦν αἱ ἀναγκαῖαι ἀποφάσεις.	[507, 727, 1098, 793]
filler-text: Κατὰ τὰς πληροφορίας μας ἡ Κυβέρνησις θὰ ἐξετάσῃ τὰ ζητήματα ταῦτα κατὰ τὴν προσεχῆ συνεδρίασιν τοῦ Ὑπουργικοῦ Συμβουλίου, ὅπου θὰ ληφθοῦν αἱ ἀναγκαῖαι ἀποφάσεις.	[123, 2288, 299, 2363]
filler-text: Κατὰ τὰς πληροφορίας μας ἡ Κυβέρνησις θὰ ἐξετάσῃ τὰ ζητήματα ταῦτα κατὰ τὴν προσεχῆ συνεδρίασιν τοῦ Ὑπουργικοῦ Συμβουλίου, ὅπου θὰ ληφθοῦν αἱ ἀναγκαῖαι ἀποφάσεις.	[123, 377, 299, 452]
issue-date: ΤΡΙΤΗ, 7 Δεκεμβρίου 1926	[1308, 122, 1474, 136]
filler-text: Κατὰ τὰς πληροφορίας μας ἡ Κυβέρνησις θὰ ἐξετάσῃ τὰ ζητήματα ταῦτα κατὰ τὴν προσεχῆ συνεδρίασιν τοῦ Ὑπουργικοῦ Συμβουλίου, ὅπου θὰ ληφθοῦν αἱ ἀναγκαῖαι ἀποφάσεις.	[310, 1648, 495, 1723]
filler-text: Κατὰ τὰς πληροφορίας μας ἡ Κυβέρνησις θὰ ἐξετάσῃ τὰ ζητήματα ταῦτα κατὰ τὴν προσεχῆ συνεδρίασιν τοῦ Ὑπουργικοῦ Συμβουλίου, ὅπου θὰ ληφθοῦν αἱ ἀναγκαῖαι ἀποφάσεις.	[908, 1126, 1098, 1201]
filler-text: Κατὰ τὰς πληροφορίας μας ἡ Κυβέρνησις θὰ ἐξετάσῃ τὰ ζητήματα ταῦτα κατὰ τὴν προσεχῆ συνεδρίασιν τοῦ Ὑπουργικοῦ Συμβουλίου, ὅπου θὰ ληφθοῦν αἱ ἀναγκαῖαι ἀποφάσεις.	[507, 969, 696, 1043]
filler-text: Κατὰ τὰς πληροφορίας μας ἡ Κυβέρνησις θὰ ἐξετάσῃ τὰ ζητήματα ταῦτα κατὰ τὴν προσεχῆ συνεδρίασιν τοῦ Ὑπουργικοῦ Συμβουλίου, ὅπου θὰ ληφθοῦν αἱ ἀναγκαῖαι ἀποφάσεις.	[808, 598, 1098, 648]
article-text: Ὁ κ. Ν. Τριανταφυλλάκος 78. Ὁ κ. Παπανικολάου 8. Εὑρέθησαν δὲ 38 λευκὰ ψηφοδέλτια.	[1109, 151, 1287, 188]
headline-economy-1: Η ΟΙΚΟΝΟΜΙΚΗ ΠΟΛΙΤΙΚΗ ΤΗΣ ΟΙΚΟΥΜΕΝΙΚΗΣ ΚΥΒΕΡΝΗΣΕΩΣ	[515, 817, 1090, 835]
filler-text: Κατὰ τὰς πληροφορίας μας ἡ Κυβέρνησις θὰ ἐξετάσῃ τὰ ζητήματα ταῦτα κατὰ τὴν προσεχῆ συνεδρίασιν τοῦ Ὑπουργικοῦ Συμβουλίου, ὅπου θὰ ληφθοῦν αἱ ἀναγκαῖαι ἀποφάσεις.	[123, 804, 299, 879]
headline-lists-1: ΣΥΝΤΑΣΣΟΝΤΑΙ ΟΙ ΚΑΤΑΛΟΓΟΙ	[581, 295, 1023, 324]
filler-text: Κατὰ τὰς πληροφορίας μας ἡ Κυβέρνησις θὰ ἐξετάσῃ τὰ ζητήματα ταῦτα κατὰ τὴν προσεχῆ συνεδρίασιν τοῦ Ὑπουργικοῦ Συμβουλίου, ὅπου θὰ ληφθοῦν αἱ ἀναγκαῖαι ἀποφάσεις.	[1298, 1122, 1484, 1196]
filler-text: Κατὰ τὰς πληροφορίας μας ἡ Κυβέρνησις θὰ ἐξετάσῃ τὰ ζητήματα ταῦτα κατὰ τὴν προσεχῆ συνεδρίασιν τοῦ Ὑπουργικοῦ Συμβουλίου, ὅπου θὰ ληφθοῦν αἱ ἀναγκαῖαι ἀποφάσεις.	[952, 1728, 1188, 1778]
filler-text: Κατὰ τὰς πληροφορίας μας ἡ Κυβέρνησις θὰ ἐξετάσῃ τὰ ζητήματα ταῦτα κατὰ τὴν προσεχῆ συνεδρίασιν τοῦ Ὑπουργικοῦ Συμβουλίου, ὅπου θὰ ληφθοῦν αἱ ἀναγκαῖαι ἀποφάσεις.	[123, 883, 299, 957]
article-text: Μολονότι ἐβρισκόμεθα εἰς τὴν καρδίαν τοῦ χειμῶνος ἡ μόδα τῶν καπέλλων ἀλλάζει καὶ πάλιν ἐντὸς ὀλίγων ἡμερῶν.	[310, 259, 495, 308]
filler-text: Κατὰ τὰς πληροφορίας μας ἡ Κυβέρνησις θὰ ἐξετάσῃ τὰ ζητήματα ταῦτα κατὰ τὴν προσεχῆ συνεδρίασιν τοῦ Ὑπουργικοῦ Συμβουλίου, ὅπου θὰ ληφθοῦν αἱ ἀναγκαῖαι ἀποφάσεις.	[123, 1040, 299, 1115]
filler-text: Κατὰ τὰς πληροφορίας μας ἡ Κυβέρνησις θὰ ἐξετάσῃ τὰ ζητήματα ταῦτα κατὰ τὴν προσεχῆ συνεδρίασιν τοῦ Ὑπουργικοῦ Συμβουλίου, ὅπου θὰ ληφθοῦν αἱ ἀναγκαῖαι ἀποφάσεις.	[1298, 1780, 1484, 1855]
article-text: Ἡ συναυλία τῆς Ἑταιρείας τῶν Φίλων τῆς Μουσικῆς θὰ δοθῇ τὴν προσεχῆ Πέμπτην.	[123, 1166, 299, 1203]
heading-theatres: ΘΕΑΤΡΑ	[376, 834, 429, 848]
